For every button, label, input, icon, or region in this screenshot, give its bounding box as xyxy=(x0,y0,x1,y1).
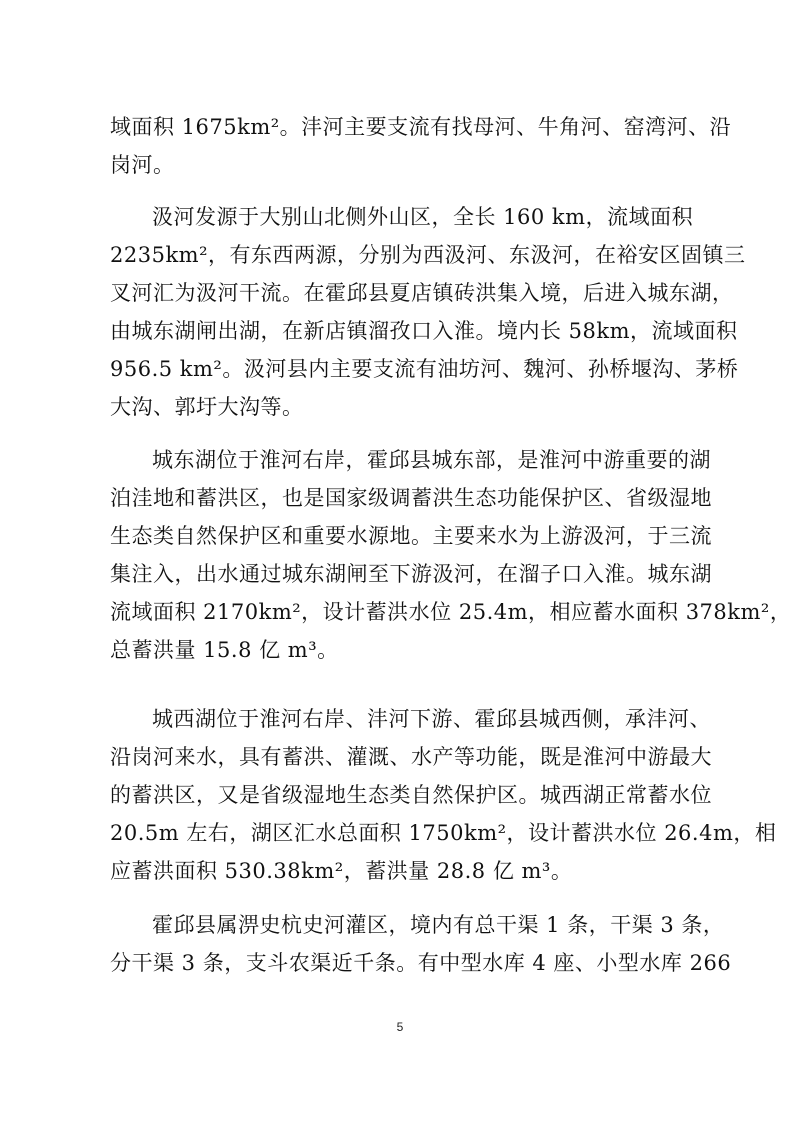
paragraph-line: 20.5m 左右，湖区汇水总面积 1750km²，设计蓄洪水位 26.4m，相 xyxy=(110,821,777,845)
paragraph-line: 沿岗河来水，具有蓄洪、灌溉、水产等功能，既是淮河中游最大 xyxy=(110,745,712,769)
paragraph-line: 的蓄洪区，又是省级湿地生态类自然保护区。城西湖正常蓄水位 xyxy=(110,783,712,807)
paragraph-line: 生态类自然保护区和重要水源地。主要来水为上游汲河，于三流 xyxy=(110,524,712,548)
paragraph-line: 由城东湖闸出湖，在新店镇溜孜口入淮。境内长 58km，流域面积 xyxy=(110,319,738,343)
paragraph-line: 应蓄洪面积 530.38km²，蓄洪量 28.8 亿 m³。 xyxy=(110,859,573,883)
page-number: 5 xyxy=(396,1020,404,1034)
paragraph-line: 总蓄洪量 15.8 亿 m³。 xyxy=(110,638,339,662)
paragraph-line: 泊洼地和蓄洪区，也是国家级调蓄洪生态功能保护区、省级湿地 xyxy=(110,486,712,510)
paragraph-line: 分干渠 3 条，支斗农渠近千条。有中型水库 4 座、小型水库 266 xyxy=(110,951,732,975)
paragraph-line: 域面积 1675km²。沣河主要支流有找母河、牛角河、窑湾河、沿 xyxy=(110,115,732,139)
paragraph-line: 流域面积 2170km²，设计蓄洪水位 25.4m，相应蓄水面积 378km²， xyxy=(110,600,792,624)
paragraph-line: 岗河。 xyxy=(110,153,175,177)
paragraph-line: 2235km²，有东西两源，分别为西汲河、东汲河，在裕安区固镇三 xyxy=(110,243,746,267)
paragraph-line: 956.5 km²。汲河县内主要支流有油坊河、魏河、孙桥堰沟、茅桥 xyxy=(110,357,739,381)
paragraph-line: 大沟、郭圩大沟等。 xyxy=(110,395,304,419)
paragraph-line: 汲河发源于大别山北侧外山区，全长 160 km，流域面积 xyxy=(152,205,694,229)
paragraph-line: 集注入，出水通过城东湖闸至下游汲河，在溜子口入淮。城东湖 xyxy=(110,562,712,586)
paragraph-line: 城东湖位于淮河右岸，霍邱县城东部，是淮河中游重要的湖 xyxy=(152,448,711,472)
paragraph-line: 霍邱县属淠史杭史河灌区，境内有总干渠 1 条，干渠 3 条， xyxy=(152,913,725,937)
paragraph-line: 叉河汇为汲河干流。在霍邱县夏店镇砖洪集入境，后进入城东湖， xyxy=(110,281,734,305)
paragraph-line: 城西湖位于淮河右岸、沣河下游、霍邱县城西侧，承沣河、 xyxy=(152,707,711,731)
